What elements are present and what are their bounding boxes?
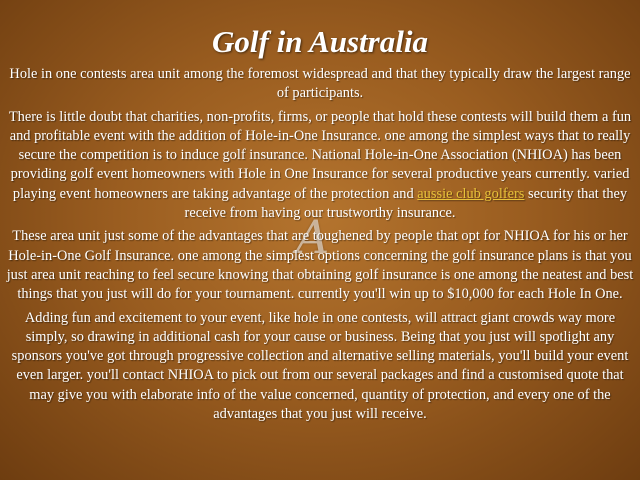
- slide-body: [6, 65, 634, 428]
- page-title: Golf in Australia: [212, 24, 428, 59]
- paragraph-2-text-before: There is little doubt that charities, non-profits, firms, or people that hold these contests will build them a fun and profitable event with the addition of Hole-in-One Insurance. one among the simplest ways that to really secure the competition is to induce golf insurance. National Hole-in-One Association (NHIOA) has been providing golf event homeowners with Hole in One Insurance for several productive years currently. varied playing event homeowners are taking advantage of the protection and: [8, 108, 632, 202]
- paragraph-1: Hole in one contests area unit among the foremost widespread and that they typically draw the largest range of participants.: [9, 66, 631, 102]
- watermark-letter: A: [296, 210, 330, 264]
- paragraph-4: Adding fun and excitement to your event, like hole in one contests, will attract giant crowds way more simply, so drawing in additional cash for your cause or business. Being that you just will spotlight any sponsors you've got through progressive collection and alternative selling materials, you'll build your event even larger. you'll contact NHIOA to pick out from our several packages and find a customised quote that may give you with elaborate info of the value concerned, quantity of protection, and every one of the advantages that you just will receive.: [11, 309, 629, 423]
- paragraph-3: These area unit just some of the advantages that are toughened by people that opt for NHIOA for his or her Hole-in-One Golf Insurance. one among the simplest options concerning the golf insurance plans is that you just area unit reaching to feel secure knowing that obtaining golf insurance is one among the neatest and best things that you just will do for your tournament. currently you'll win up to $10,000 for each Hole In One.: [6, 228, 634, 303]
- paragraph-2: [6, 108, 634, 224]
- aussie-club-golfers-link[interactable]: aussie club golfers: [417, 185, 525, 202]
- paragraph-2-text-after: security that they receive from having our trustworthy insurance.: [184, 185, 628, 222]
